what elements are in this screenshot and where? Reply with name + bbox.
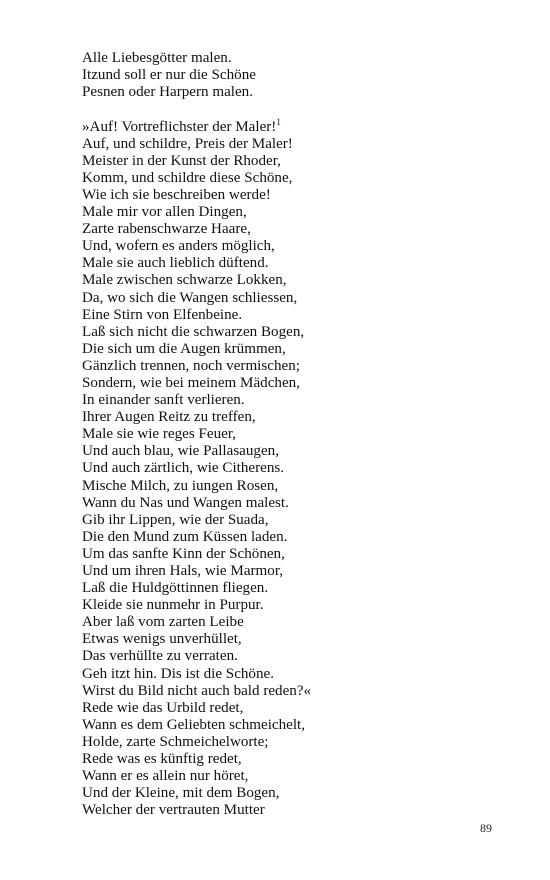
verse-line: Kleide sie nunmehr in Purpur. (82, 597, 264, 614)
verse-line: Wann du Nas und Wangen malest. (82, 494, 289, 511)
verse-line: Wann es dem Geliebten schmeichelt, (82, 716, 306, 733)
verse-text: »Auf! Vortreflichster der Maler! (82, 118, 277, 135)
verse-line: Aber laß vom zarten Leibe (82, 614, 244, 631)
verse-line: Laß die Huldgöttinnen fliegen. (82, 580, 269, 597)
verse-line: Auf, und schildre, Preis der Maler! (82, 135, 293, 152)
verse-line: Um das sanfte Kinn der Schönen, (82, 545, 285, 562)
verse-line: Wann er es allein nur höret, (82, 768, 249, 785)
verse-line: In einander sanft verlieren. (82, 392, 245, 409)
verse-line: Rede was es künftig redet, (82, 751, 242, 768)
page-number: 89 (480, 821, 492, 835)
verse-line: Etwas wenigs unverhüllet, (82, 631, 242, 648)
verse-line: Und auch blau, wie Pallasaugen, (82, 443, 279, 460)
verse-line: Rede wie das Urbild redet, (82, 699, 244, 716)
verse-line: Welcher der vertrauten Mutter (82, 802, 265, 819)
verse-line: Und um ihren Hals, wie Marmor, (82, 563, 284, 580)
verse-line: Male sie wie reges Feuer, (82, 426, 237, 443)
verse-line: Meister in der Kunst der Rhoder, (82, 152, 281, 169)
verse-line: Zarte rabenschwarze Haare, (82, 221, 251, 238)
verse-line: Das verhüllte zu verraten. (82, 648, 238, 665)
verse-line: Male sie auch lieblich düftend. (82, 255, 269, 272)
verse-line: Gib ihr Lippen, wie der Suada, (82, 511, 269, 528)
verse-line: Gänzlich trennen, noch vermischen; (82, 357, 300, 374)
verse-line: Da, wo sich die Wangen schliessen, (82, 289, 298, 306)
verse-line: Und der Kleine, mit dem Bogen, (82, 785, 280, 802)
verse-line: Ihrer Augen Reitz zu treffen, (82, 409, 256, 426)
verse-line: Itzund soll er nur die Schöne (82, 67, 256, 84)
verse-line: Und auch zärtlich, wie Citherens. (82, 460, 285, 477)
verse-line: Mische Milch, zu iungen Rosen, (82, 477, 279, 494)
verse-line: Holde, zarte Schmeichelworte; (82, 733, 269, 750)
stanza-1 (82, 50, 522, 101)
verse-line: Komm, und schildre diese Schöne, (82, 169, 293, 186)
verse-line: Pesnen oder Harpern malen. (82, 84, 253, 101)
verse-line-first (82, 116, 522, 136)
verse-line: Die sich um die Augen krümmen, (82, 340, 286, 357)
verse-line: Laß sich nicht die schwarzen Bogen, (82, 323, 305, 340)
verse-line: Wie ich sie beschreiben werde! (82, 186, 271, 203)
verse-line: Male zwischen schwarze Lokken, (82, 272, 287, 289)
poem-text (82, 50, 522, 819)
verse-line: Eine Stirn von Elfenbeine. (82, 306, 243, 323)
verse-line: Sondern, wie bei meinem Mädchen, (82, 374, 300, 391)
stanza-2 (82, 116, 522, 820)
footnote-marker: 1 (276, 116, 281, 127)
verse-line: Und, wofern es anders möglich, (82, 238, 275, 255)
verse-line: Wirst du Bild nicht auch bald reden?« (82, 682, 312, 699)
verse-line: Alle Liebesgötter malen. (82, 50, 232, 66)
verse-line: Male mir vor allen Dingen, (82, 204, 247, 221)
verse-line: Die den Mund zum Küssen laden. (82, 528, 288, 545)
verse-line: Geh itzt hin. Dis ist die Schöne. (82, 665, 275, 682)
